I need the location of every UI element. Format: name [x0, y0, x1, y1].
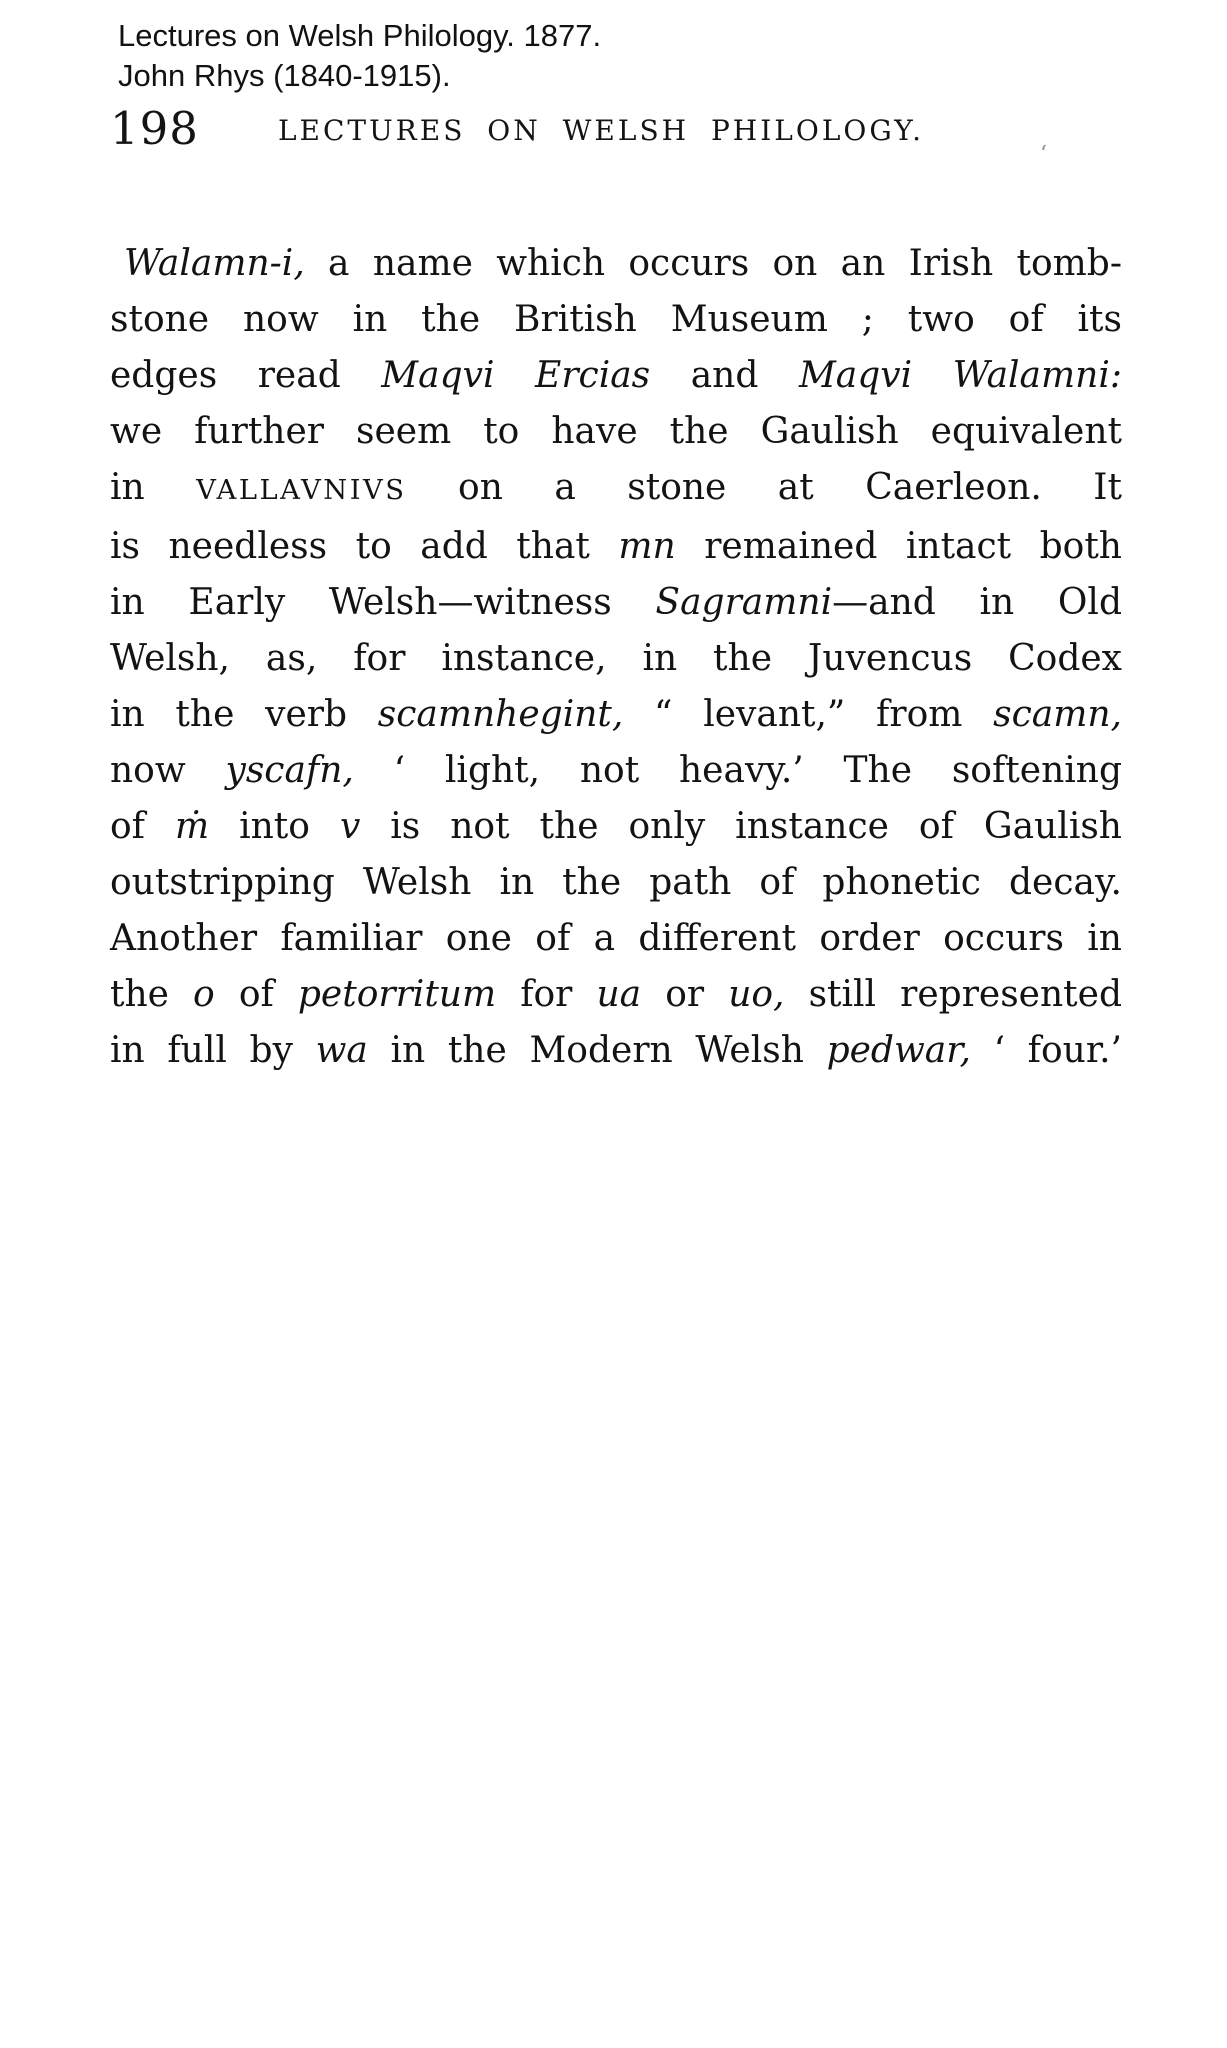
text-segment: in Early Welsh—witness — [110, 582, 656, 623]
text-segment-italic: mn — [618, 526, 676, 567]
text-segment-italic: yscafn, — [225, 750, 354, 791]
text-segment-italic: o — [193, 974, 215, 1015]
text-segment: Another familiar one of a different order occurs in — [110, 918, 1122, 959]
text-line — [110, 348, 1122, 404]
text-segment: outstripping Welsh in the path of phonetic decay. — [110, 862, 1122, 903]
text-segment: in full by — [110, 1030, 316, 1071]
text-segment: edges read — [110, 355, 382, 396]
text-segment-italic: petorritum — [297, 974, 497, 1015]
text-segment-italic: pedwar, — [826, 1030, 971, 1071]
text-segment: of — [110, 806, 175, 847]
text-line — [110, 631, 1122, 687]
text-line — [110, 460, 1122, 519]
scan-smudge-mark: ʻ — [1040, 142, 1047, 167]
text-line — [110, 1023, 1122, 1079]
text-segment-italic: Walamn-i, — [124, 243, 305, 284]
text-segment: on a stone at Caerleon. It — [406, 467, 1122, 508]
text-line — [110, 404, 1122, 460]
page-header — [110, 102, 1122, 164]
text-segment: ‘ four.’ — [970, 1030, 1122, 1071]
text-segment: is needless to add that — [110, 526, 619, 567]
text-segment: for — [496, 974, 597, 1015]
text-block — [110, 236, 1122, 1079]
text-segment: in the Modern Welsh — [367, 1030, 827, 1071]
text-line — [110, 519, 1122, 575]
text-segment-italic: Sagramni — [655, 582, 833, 623]
text-line — [110, 236, 1122, 292]
text-segment: now — [110, 750, 226, 791]
text-segment: of — [214, 974, 298, 1015]
text-segment-smallcaps: VALLAVNIVS — [196, 475, 407, 506]
text-segment: the — [110, 974, 194, 1015]
text-segment: in — [110, 467, 197, 508]
text-segment: “ levant,” from — [623, 694, 994, 735]
text-line — [110, 967, 1122, 1023]
text-segment-italic: scamnhegint, — [377, 694, 624, 735]
text-segment-italic: Maqvi Walamni: — [798, 355, 1122, 396]
text-line — [110, 743, 1122, 799]
running-title: LECTURES ON WELSH PHILOLOGY. — [277, 114, 925, 147]
text-segment: and — [650, 355, 799, 396]
annotation-author: John Rhys (1840-1915). — [118, 58, 451, 93]
text-line — [110, 855, 1122, 911]
text-segment: we further seem to have the Gaulish equivalent — [110, 411, 1122, 452]
text-segment-italic: ua — [596, 974, 642, 1015]
text-segment: a name which occurs on an Irish tomb- — [304, 243, 1122, 284]
text-segment-italic: Maqvi Ercias — [381, 355, 651, 396]
text-segment: remained intact both — [675, 526, 1122, 567]
digitization-annotation — [118, 16, 601, 96]
text-line — [110, 911, 1122, 967]
text-segment: or — [641, 974, 729, 1015]
page-number: 198 — [110, 102, 199, 155]
text-line — [110, 799, 1122, 855]
annotation-title: Lectures on Welsh Philology. 1877. — [118, 18, 602, 53]
text-segment: still represented — [784, 974, 1122, 1015]
text-segment: into — [209, 806, 340, 847]
text-segment: —and in Old — [832, 582, 1122, 623]
text-segment: is not the only instance of Gaulish — [360, 806, 1122, 847]
text-segment-italic: v — [339, 806, 361, 847]
text-line — [110, 292, 1122, 348]
text-segment: ‘ light, not heavy.’ The softening — [353, 750, 1122, 791]
text-segment: in the verb — [110, 694, 378, 735]
text-line — [110, 687, 1122, 743]
text-segment: stone now in the British Museum ; two of its — [110, 299, 1122, 340]
text-segment: Welsh, as, for instance, in the Juvencus Codex — [110, 638, 1122, 679]
text-segment-italic: uo, — [728, 974, 785, 1015]
text-segment-italic: scamn, — [993, 694, 1122, 735]
text-segment-italic: ṁ — [174, 806, 210, 847]
text-segment-italic: wa — [315, 1030, 368, 1071]
text-line — [110, 575, 1122, 631]
